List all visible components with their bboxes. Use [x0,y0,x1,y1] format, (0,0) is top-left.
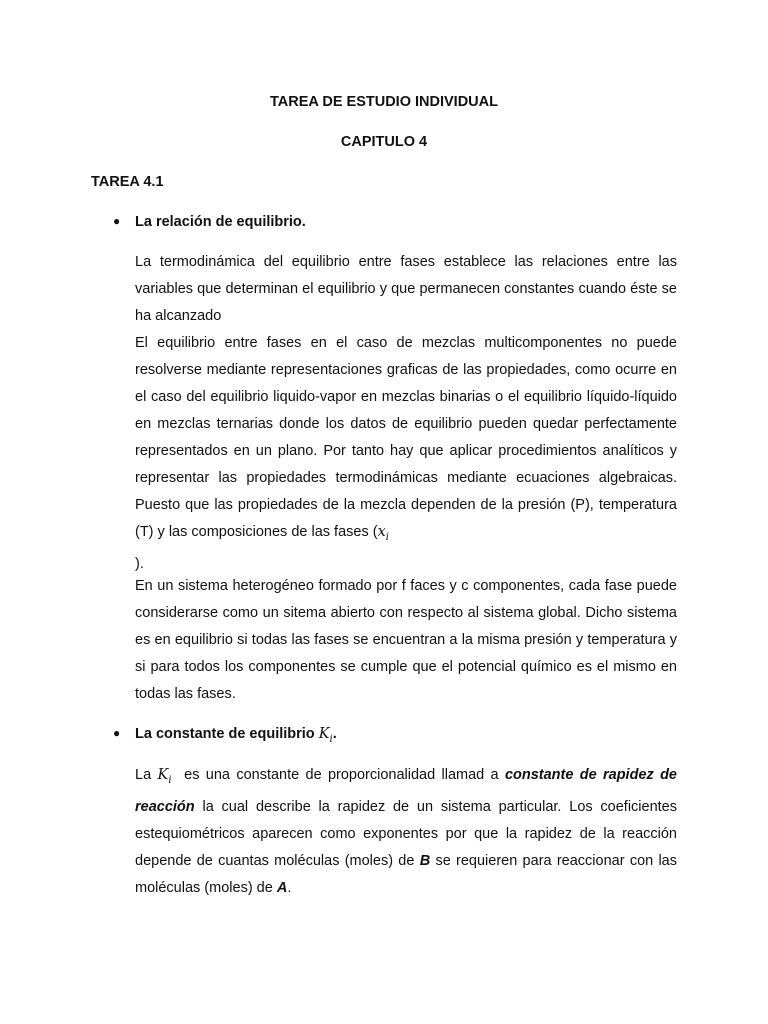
bullet-icon: ● [113,214,121,228]
task-heading: TAREA 4.1 [91,174,164,190]
section2-heading-end: . [332,726,337,742]
section2-text-start: La [135,767,152,783]
section1-paragraph-3: En un sistema heterogéneo formado por f faces y c componentes, cada fase puede considerarse como un sitema abierto con respecto al sistema global. Dicho sistema es en equilibrio si todas las fases se encuentran a la misma presión y temperatura y si para todos los componentes se cumple que el potencial químico es el mismo en todas las fases. [135,578,677,702]
section2-heading-text: La constante de equilibrio [135,726,315,742]
section2-heading [113,726,337,745]
chapter-title: CAPITULO 4 [340,134,428,150]
section2-text-mid3: se requieren para reaccionar con las moléculas (moles) de [135,852,677,896]
section2-text-mid1: es una constante de proporcionalidad llamad a [184,767,499,783]
bullet-icon: ● [113,726,121,740]
section2-text-end: . [287,879,292,896]
section2-paragraph [135,762,677,902]
section1-paragraph-2 [135,330,677,578]
emphasis-a: A [276,879,288,896]
section1-heading [113,214,306,230]
section1-paragraph-1: La termodinámica del equilibrio entre fases establece las relaciones entre las variables que determinan el equilibrio y que permanecen constantes cuando éste se ha alcanzado [135,254,677,324]
variable-x-i: $x_i$ [377,524,389,543]
document-title: TAREA DE ESTUDIO INDIVIDUAL [270,94,498,110]
section1-paragraph-2-end: ). [135,555,144,572]
emphasis-rapidez: constante de rapidez de reacción [135,767,677,815]
section1-paragraph-2-text: El equilibrio entre fases en el caso de mezclas multicomponentes no puede resolverse mediante representaciones graficas de las propiedades, como ocurre en el caso del equilibrio liquido-vapor en mezclas binarias o el equilibrio líquido-líquido en mezclas ternarias donde los datos de equilibrio pueden quedar perfectamente representados en un plano. Por tanto hay que aplicar procedimientos analíticos y representar las propiedades termodinámicas mediante ecuaciones algebraicas. Puesto que las propiedades de la mezcla dependen de la presión (P), temperatura (T) y las composiciones de las fases ( [135,335,677,540]
variable-k-i: $K_i$ [318,726,333,745]
section1-heading-text: La relación de equilibrio. [135,214,306,230]
emphasis-b: B [419,852,431,869]
section2-text-mid2: la cual describe la rapidez de un sistema particular. Los coeficientes estequiométricos aparecen como exponentes por que la rapidez de la reacción depende de cuantas moléculas (moles) de [135,798,678,869]
variable-k-i-inline: $K_i$ [157,767,172,786]
